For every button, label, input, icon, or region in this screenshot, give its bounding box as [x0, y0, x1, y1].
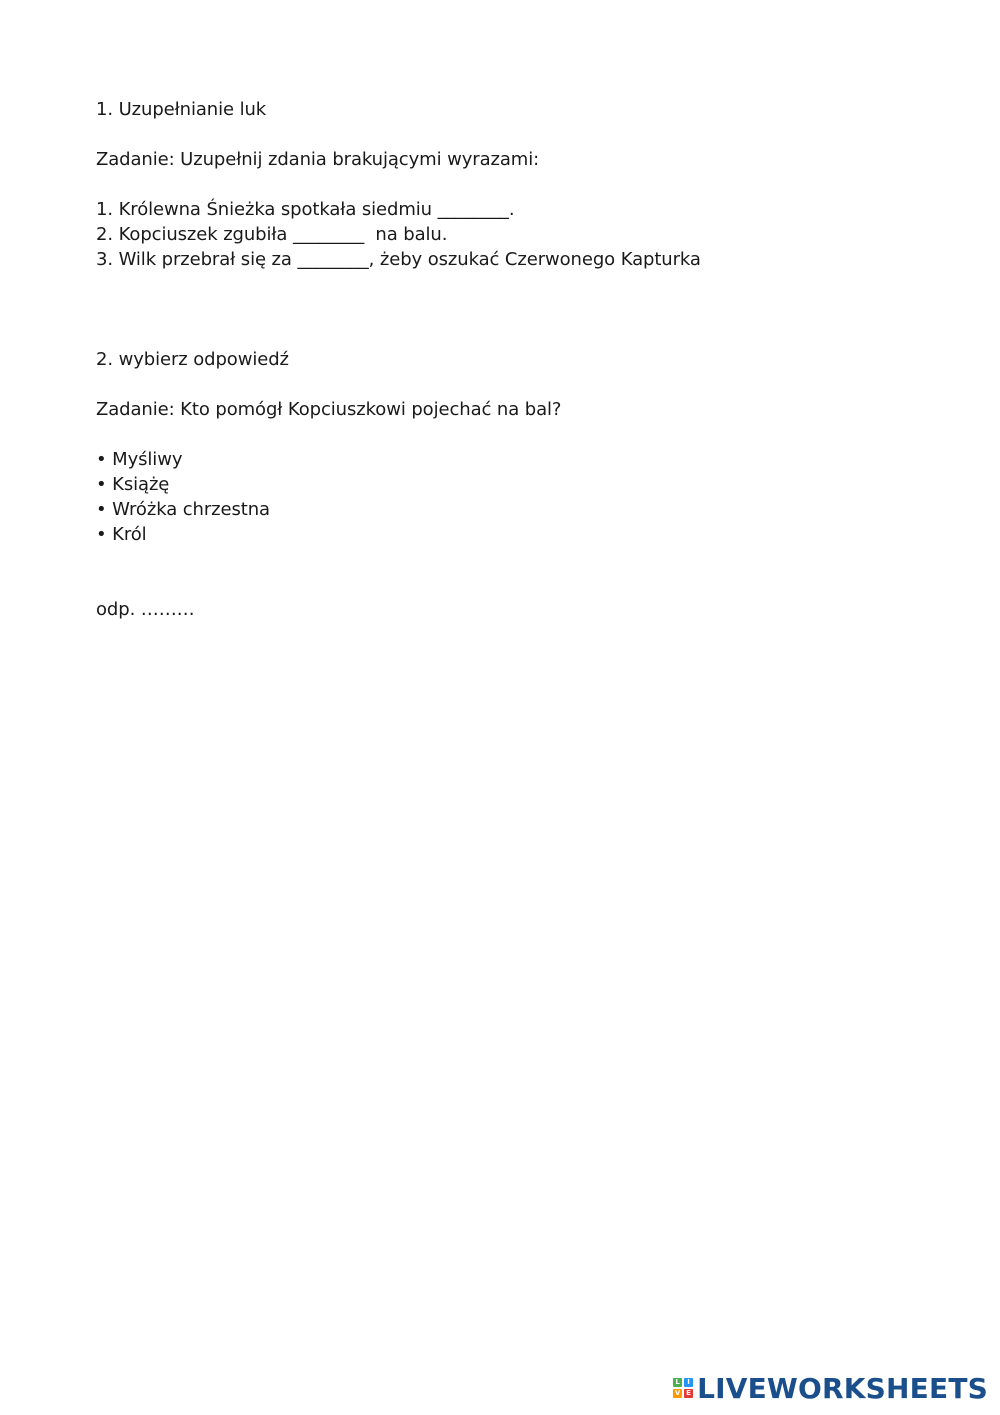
liveworksheets-logo [673, 1373, 988, 1403]
answer-option: • Król [96, 524, 147, 545]
answer-option: • Książę [96, 474, 170, 495]
answer-line: odp. ……… [96, 599, 195, 620]
worksheet-content [96, 97, 916, 622]
exercise-1-sentence: 3. Wilk przebrał się za ________, żeby oszukać Czerwonego Kapturka [96, 249, 701, 270]
logo-text: LIVEWORKSHEETS [697, 1371, 988, 1405]
logo-mark-letter: E [684, 1389, 693, 1398]
exercise-1-sentence: 1. Królewna Śnieżka spotkała siedmiu ________. [96, 199, 515, 220]
exercise-1-heading: 1. Uzupełnianie luk [96, 99, 267, 120]
answer-option: • Myśliwy [96, 449, 183, 470]
logo-mark-icon [673, 1378, 693, 1398]
exercise-1-sentence: 2. Kopciuszek zgubiła ________ na balu. [96, 224, 448, 245]
logo-mark-letter: I [684, 1378, 693, 1387]
exercise-2-task: Zadanie: Kto pomógł Kopciuszkowi pojechać na bal? [96, 399, 562, 420]
logo-mark-letter: V [674, 1389, 681, 1397]
exercise-2-heading: 2. wybierz odpowiedź [96, 349, 289, 370]
logo-mark-letter: L [673, 1378, 682, 1387]
answer-option: • Wróżka chrzestna [96, 499, 270, 520]
exercise-1-task: Zadanie: Uzupełnij zdania brakującymi wyrazami: [96, 149, 540, 170]
